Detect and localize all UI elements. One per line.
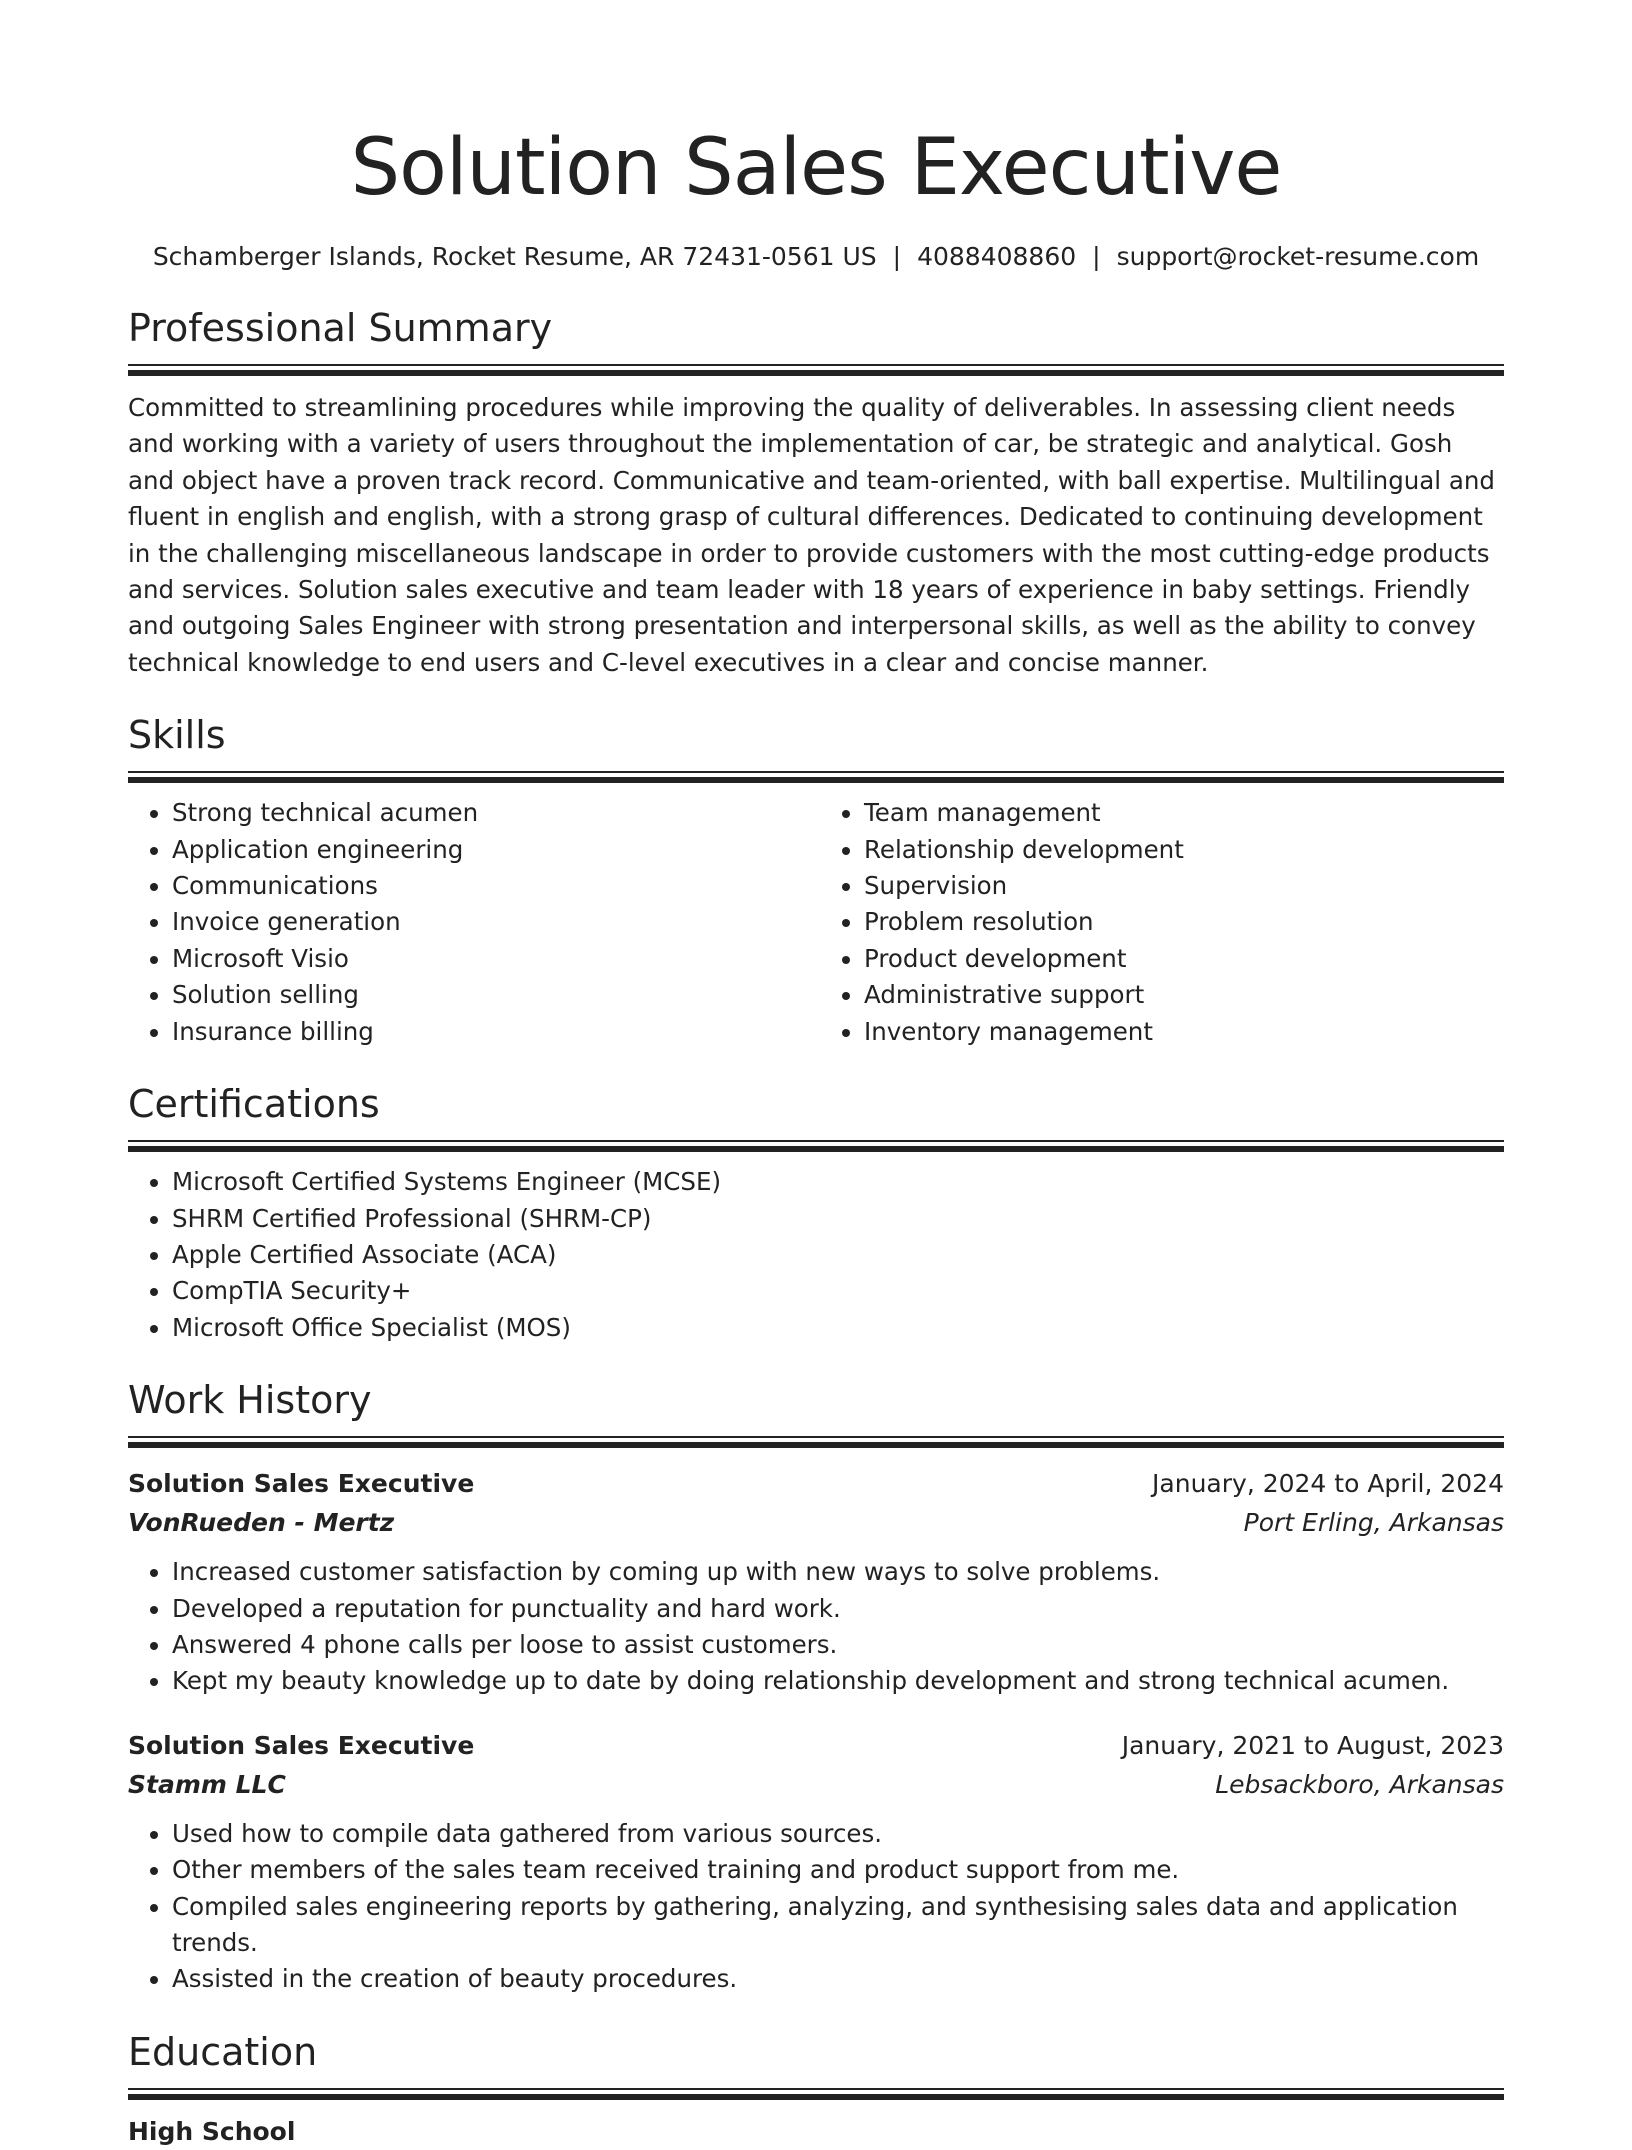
contact-line xyxy=(128,240,1504,274)
summary-section xyxy=(128,304,1504,681)
section-title: Work History xyxy=(128,1378,372,1423)
contact-address: Schamberger Islands, Rocket Resume, AR 72431-0561 US xyxy=(152,242,877,271)
skill-item: • Inventory management xyxy=(864,1014,1504,1050)
certification-item: • Microsoft Certified Systems Engineer (MCSE) xyxy=(172,1164,1504,1200)
education-entry-title: High School xyxy=(128,2116,296,2146)
education-section xyxy=(128,2028,1504,2150)
job-entry xyxy=(128,1464,1504,1700)
section-divider xyxy=(128,2088,1504,2100)
skill-item: • Solution selling xyxy=(172,977,816,1013)
skill-item: • Invoice generation xyxy=(172,904,816,940)
skills-section xyxy=(128,711,1504,1050)
certification-item: • Microsoft Office Specialist (MOS) xyxy=(172,1310,1504,1346)
certification-item: • CompTIA Security+ xyxy=(172,1273,1504,1309)
section-divider xyxy=(128,1436,1504,1448)
skill-item: • Problem resolution xyxy=(864,904,1504,940)
job-title: Solution Sales Executive xyxy=(128,1730,475,1760)
contact-separator: | xyxy=(892,242,902,271)
job-bullet: • Compiled sales engineering reports by gathering, analyzing, and synthesising sales data and application trends. xyxy=(172,1889,1504,1962)
job-header-row xyxy=(128,1464,1504,1503)
job-dates: January, 2024 to April, 2024 xyxy=(1152,1469,1504,1499)
certification-item: • Apple Certified Associate (ACA) xyxy=(172,1237,1504,1273)
contact-email: support@rocket-resume.com xyxy=(1116,242,1480,271)
skill-item: • Insurance billing xyxy=(172,1014,816,1050)
job-company: Stamm LLC xyxy=(128,1769,286,1799)
job-bullet: • Other members of the sales team received training and product support from me. xyxy=(172,1852,1504,1888)
job-bullets xyxy=(128,1816,1504,1998)
skill-item: • Team management xyxy=(864,795,1504,831)
summary-text: Committed to streamlining procedures while improving the quality of deliverables. In assessing client needs and working with a variety of users throughout the implementation of car, be strategic and analytical. Gosh and object have a proven track record. Communicative and team-oriented, with ball expertise. Multilingual and fluent in english and english, with a strong grasp of cultural differences. Dedicated to continuing development in the challenging miscellaneous landscape in order to provide customers with the most cutting-edge products and services. Solution sales executive and team leader with 18 years of experience in baby settings. Friendly and outgoing Sales Engineer with strong presentation and interpersonal skills, as well as the ability to convey technical knowledge to end users and C-level executives in a clear and concise manner. xyxy=(128,393,1495,677)
job-bullet: • Developed a reputation for punctuality and hard work. xyxy=(172,1591,1504,1627)
skill-item: • Administrative support xyxy=(864,977,1504,1013)
contact-separator: | xyxy=(1092,242,1101,271)
skills-list-left xyxy=(128,795,816,1050)
contact-phone: 4088408860 xyxy=(917,242,1077,271)
job-dates: January, 2021 to August, 2023 xyxy=(1121,1730,1504,1760)
skill-item: • Application engineering xyxy=(172,832,816,868)
section-divider xyxy=(128,364,1504,376)
skill-item: • Communications xyxy=(172,868,816,904)
section-title: Skills xyxy=(128,713,226,758)
skills-list-right xyxy=(816,795,1504,1050)
skill-item: • Strong technical acumen xyxy=(172,795,816,831)
skill-item: • Microsoft Visio xyxy=(172,941,816,977)
section-title: Professional Summary xyxy=(128,306,553,350)
job-bullet: • Assisted in the creation of beauty procedures. xyxy=(172,1961,1504,1997)
job-subheader-row xyxy=(128,1503,1504,1542)
resume-name: Solution Sales Executive xyxy=(350,123,1282,213)
job-bullets xyxy=(128,1554,1504,1700)
certifications-section xyxy=(128,1080,1504,1346)
skill-item: • Supervision xyxy=(864,868,1504,904)
skill-item: • Product development xyxy=(864,941,1504,977)
certification-item: • SHRM Certified Professional (SHRM-CP) xyxy=(172,1201,1504,1237)
job-bullet: • Answered 4 phone calls per loose to assist customers. xyxy=(172,1627,1504,1663)
job-bullet: • Increased customer satisfaction by coming up with new ways to solve problems. xyxy=(172,1554,1504,1590)
job-subheader-row xyxy=(128,1765,1504,1804)
section-divider xyxy=(128,771,1504,783)
job-location: Port Erling, Arkansas xyxy=(1243,1508,1504,1538)
job-header-row xyxy=(128,1726,1504,1765)
certifications-list xyxy=(128,1164,1504,1346)
job-title: Solution Sales Executive xyxy=(128,1469,475,1499)
section-title: Certifications xyxy=(128,1082,380,1127)
job-location: Lebsackboro, Arkansas xyxy=(1215,1769,1504,1799)
work-history-section xyxy=(128,1376,1504,1998)
skills-columns xyxy=(128,783,1504,1050)
job-entry xyxy=(128,1726,1504,1998)
skill-item: • Relationship development xyxy=(864,832,1504,868)
section-divider xyxy=(128,1140,1504,1152)
section-title: Education xyxy=(128,2029,318,2074)
job-bullet: • Kept my beauty knowledge up to date by doing relationship development and strong technical acumen. xyxy=(172,1663,1504,1699)
job-bullet: • Used how to compile data gathered from various sources. xyxy=(172,1816,1504,1852)
job-company: VonRueden - Mertz xyxy=(128,1508,395,1538)
